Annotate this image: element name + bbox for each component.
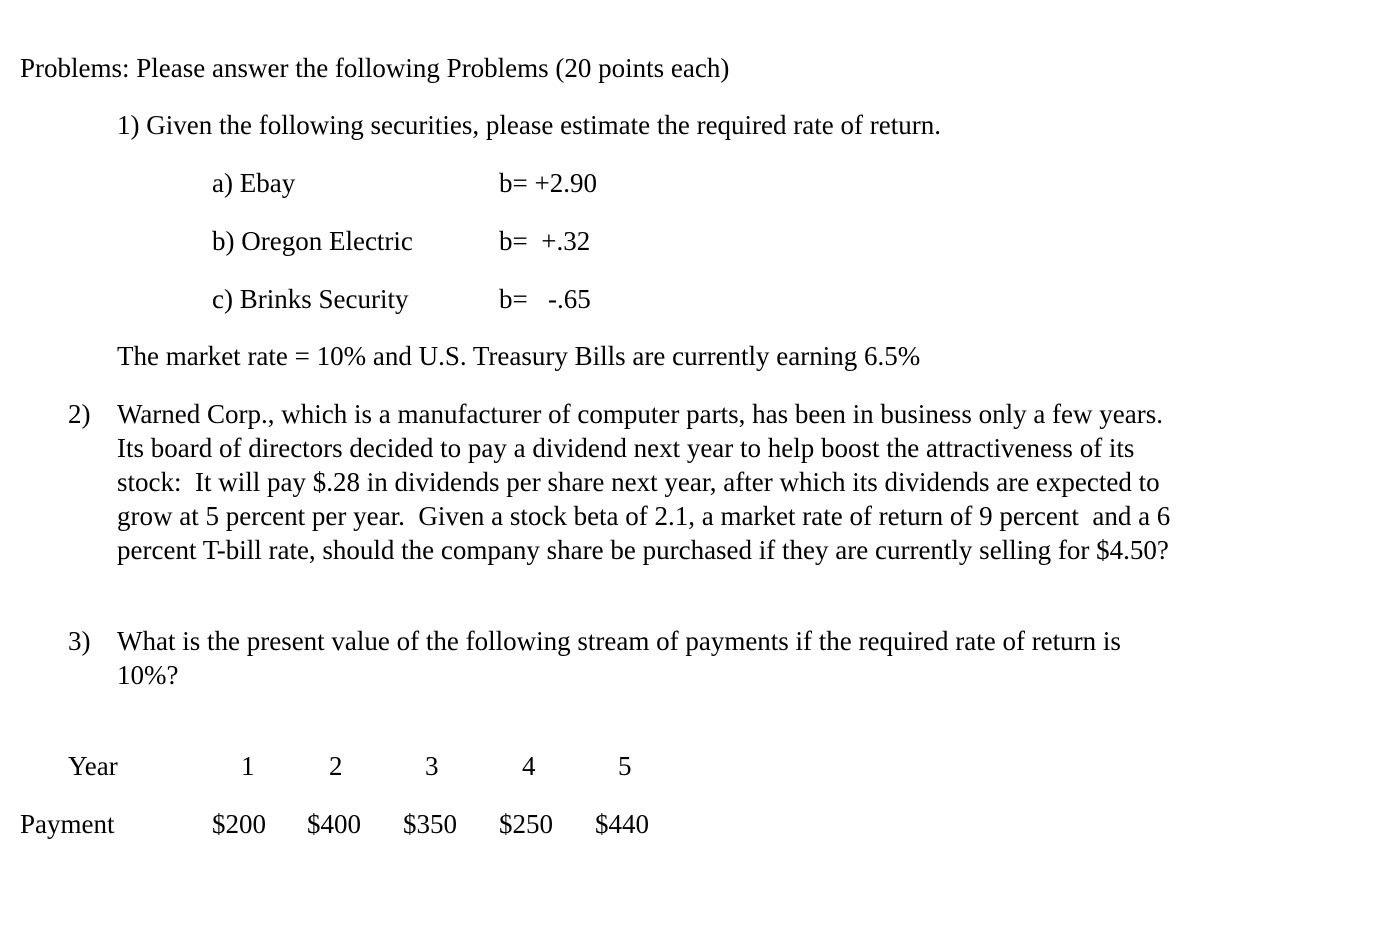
security-beta-oregon-electric: b= +.32 bbox=[499, 226, 591, 256]
problem-3-line: What is the present value of the following stream of payments if the required rate of return is bbox=[117, 626, 1121, 656]
security-name-ebay: a) Ebay bbox=[212, 168, 296, 198]
market-rate-note: The market rate = 10% and U.S. Treasury Bills are currently earning 6.5% bbox=[117, 341, 921, 371]
security-name-brinks-security: c) Brinks Security bbox=[212, 284, 409, 314]
payment-row-label: Payment bbox=[20, 809, 115, 839]
problem-3-number: 3) bbox=[68, 626, 91, 656]
year-cell: 2 bbox=[329, 751, 343, 781]
problem-2-line: grow at 5 percent per year. Given a stock beta of 2.1, a market rate of return of 9 percent and a 6 bbox=[117, 501, 1171, 531]
problem-1-intro: 1) Given the following securities, please estimate the required rate of return. bbox=[117, 110, 941, 140]
year-row-label: Year bbox=[68, 751, 118, 781]
problem-2-line: Warned Corp., which is a manufacturer of computer parts, has been in business only a few years. bbox=[117, 399, 1163, 429]
security-beta-brinks-security: b= -.65 bbox=[499, 284, 591, 314]
year-cell: 1 bbox=[241, 751, 255, 781]
security-beta-ebay: b= +2.90 bbox=[499, 168, 597, 198]
payment-cell: $400 bbox=[307, 809, 361, 839]
payment-cell: $350 bbox=[403, 809, 457, 839]
problem-2-line: Its board of directors decided to pay a dividend next year to help boost the attractiveness of its bbox=[117, 433, 1135, 463]
problem-3-line: 10%? bbox=[117, 660, 179, 690]
problem-2-line: percent T-bill rate, should the company share be purchased if they are currently selling for $4.50? bbox=[117, 535, 1169, 565]
payment-cell: $200 bbox=[212, 809, 266, 839]
security-name-oregon-electric: b) Oregon Electric bbox=[212, 226, 413, 256]
problem-2-line: stock: It will pay $.28 in dividends per share next year, after which its dividends are expected to bbox=[117, 467, 1160, 497]
payment-cell: $440 bbox=[595, 809, 649, 839]
year-cell: 4 bbox=[522, 751, 536, 781]
year-cell: 5 bbox=[618, 751, 632, 781]
payment-cell: $250 bbox=[499, 809, 553, 839]
year-cell: 3 bbox=[425, 751, 439, 781]
page-heading: Problems: Please answer the following Problems (20 points each) bbox=[20, 53, 730, 83]
problem-2-number: 2) bbox=[68, 399, 91, 429]
